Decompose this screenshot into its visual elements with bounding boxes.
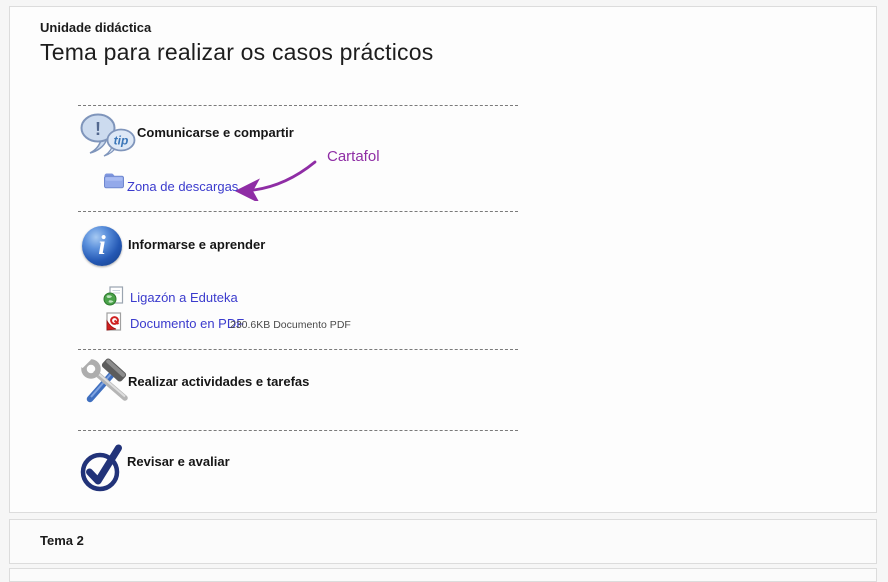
section-label-activities: Realizar actividades e tarefas bbox=[128, 374, 310, 389]
pdf-link[interactable]: Documento en PDF bbox=[130, 316, 245, 331]
info-icon bbox=[82, 226, 122, 266]
tema2-card bbox=[9, 519, 877, 564]
tip-exclaim-glyph: ! bbox=[95, 119, 101, 139]
tools-icon bbox=[76, 358, 132, 406]
section-label-inform: Informarse e aprender bbox=[128, 237, 266, 252]
downloads-folder-link[interactable]: Zona de descargas bbox=[127, 179, 239, 194]
section-label-review: Revisar e avaliar bbox=[127, 454, 230, 469]
next-section-card bbox=[9, 568, 877, 582]
info-glyph: i bbox=[98, 229, 106, 260]
tip-bubbles-icon bbox=[78, 113, 140, 159]
section-divider bbox=[78, 105, 518, 106]
unit-card bbox=[9, 6, 877, 513]
check-circle-icon bbox=[78, 441, 126, 495]
pdf-file-meta: 230.6KB Documento PDF bbox=[230, 319, 351, 331]
cartafol-annotation: Cartafol bbox=[327, 148, 380, 165]
tip-word-glyph: tip bbox=[113, 133, 129, 148]
section-divider bbox=[78, 349, 518, 350]
eduteka-url-icon bbox=[103, 286, 124, 306]
pdf-file-icon bbox=[103, 312, 123, 332]
section-label-communicate: Comunicarse e compartir bbox=[137, 125, 294, 140]
tema2-label: Tema 2 bbox=[40, 533, 84, 548]
page-title: Tema para realizar os casos prácticos bbox=[40, 39, 434, 65]
folder-icon bbox=[103, 172, 125, 189]
eduteka-link[interactable]: Ligazón a Eduteka bbox=[130, 290, 238, 305]
cartafol-arrow bbox=[225, 153, 327, 201]
section-divider bbox=[78, 211, 518, 212]
unit-label: Unidade didáctica bbox=[40, 20, 152, 35]
section-divider bbox=[78, 430, 518, 431]
